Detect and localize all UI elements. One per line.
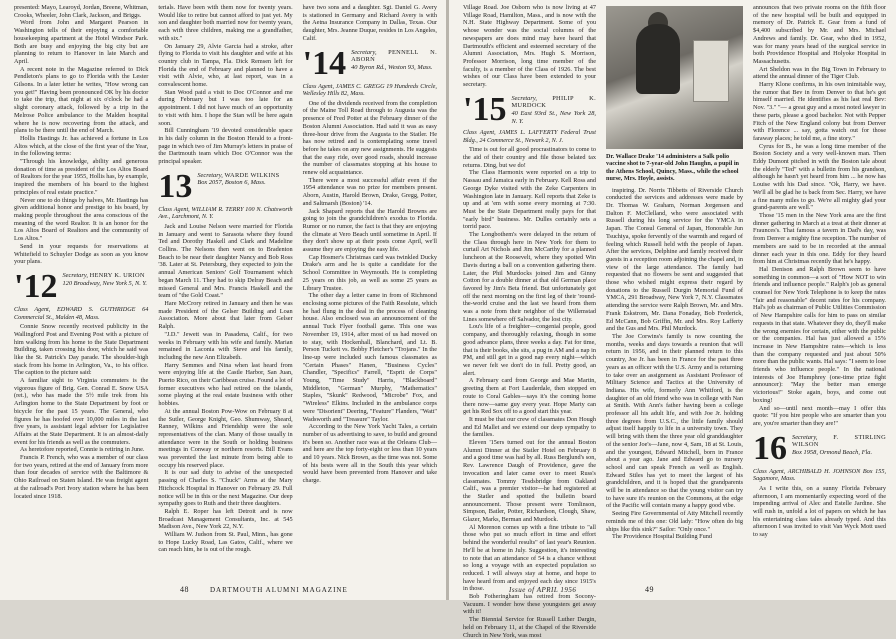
class-header-1914 (302, 44, 437, 82)
paragraph: Never one to do things by halves, Mr. Hastings has given additional honor and prestige to his board, by making people throughout the area conscious of the meaning of the word Realtor. It is an honor for the Los Altos Board of Realtors and the community of Los Altos." (14, 196, 149, 243)
photo-caption: Dr. Wallace Drake '14 administers a Salk polio vaccine shot to 7-year-old John Haughn, a pupil in the Athens School, Quincy, Mass., while the school nurse, Mrs. Hoyle, assists. (606, 153, 739, 183)
secretary-label: Secretary, (62, 271, 88, 279)
page-number: 48 (180, 585, 189, 594)
paragraph: Harry Klone confirms, in his own inimitable way, the rumor that Bev in from Denver to that he's got himself married. He identifies as his last real Bev: Nov. "3." "— a great guy and a most noted lawyer in these parts, please a good bachelor. Not with Pepper Fitch of the New England colony but from Denver with Florence ... say, gotta watch out for those faraway places; he told me, a fine story." (753, 81, 886, 142)
paragraph: As I write this, on a sunny Florida February afternoon, I am momentarily expecting word of the impending arrival of Alec and Estelle Jardine. She will rush in, unfold a lot of papers on which he has his entertaining class tales already typed. And this afternoon I was invited to visit Van Wyck Mott used to say (753, 484, 886, 539)
paragraph: Cyrus for B., he was a long time member of the Boston Society and a very well-known man. Then Eddy Dumont pitched in with the Boston tale about the elderly "Ted" with a bulletin from his grandson, although he hasn't yet heard from him ... he now has Louise with his Dad since. "Ok, Harry, we have. We'll all be glad he is back from Sec. Harry, we have a fine many miles to go. We're all mighty glad your grand-parents are well." (753, 142, 886, 212)
paragraph: One of the dividends received from the completion of the Maine Toll Road through to Augusta was the presence of Fred Potter at the February dinner of the Boston Alumni Association. Had said it was as easy three-hour drive from the Augusta to the Statler. He has now retired and is contemplating some travel before he takes on any new assignments. He suggests that the easy ride, over good roads, should increase the number of classmates stopping at his house to renew old acquaintance. (302, 99, 437, 177)
paragraph: Those '15 men in the New York area are the first dinner gathering in March at a treat at their dinner at Fraunces's. That famous a tavern in Dad's day, was from Denver a mighty fine reception. The number of members are said to be in recorded at the annual dinner each year in this one. Eddy for they heard from him at Christmas recently that he's happy. (753, 211, 886, 266)
left-column-2 (158, 4, 292, 574)
paragraph: announces that two private rooms on the fifth floor of the new hospital will be built and equipped in memory of Dr. Patrick E. Gear from a fund of $4,400 subscribed by Mr. and Mrs. Michael Andrews and family. Dr. Gear, who died in 1952, was for many years head of the surgical service in both Providence Hospital and Holyoke Hospital in Massachusetts. (753, 4, 886, 65)
paragraph: terials. Have been with them now for twenty years. Would like to retire but cannot afford to just yet. My son and daughter both married now for twenty years, each with three children, making me a grandfather, with six." (158, 4, 293, 42)
paragraph: Cap Hosmer's Christmas card was twinkled Ducky Drake's arm and he is quite a candidate for the School Committee in Weymouth. He is completing 25 years on this job, as well as some 25 years as Library Trustee. (302, 253, 437, 292)
paragraph: Bob Fotheringham has retired from Socony-Vacuum. I wonder how these youngsters get away with it! (463, 593, 596, 616)
paragraph: Art Sheldon was in the Big Town in February to attend the annual dinner of the Tiger Club. (753, 65, 886, 81)
photo-figure-body (636, 24, 680, 94)
class-agent: Class Agent, EDWARD S. GUTHRIDGE 64 Commercial St., Malden 48, Mass. (14, 305, 149, 321)
paragraph: Ralph E. Roper has left Detroit and is now Broadcast Management Consultants, Inc. at 545 Madison Ave., New York 22, N.Y. (158, 507, 293, 531)
class-agent: Class Agent, ARCHIBALD H. JOHNSON Box 155, Sagamore, Mass. (753, 467, 886, 483)
vaccination-photo (606, 6, 743, 149)
paragraph: As heretofore reported, Connie is retiring in June. (20, 446, 145, 454)
paragraph: "J.D." Jewett was in Pasadena, Calif., for two weeks in February with his wife and family. Marian remained in Laconia with Steve and his family, including the new Ann Elizabeth. (158, 330, 293, 361)
paragraph: At the annual Boston Pow-Wow on February 8 at the Sutler, George Knight, Geo. Shumway, Sheard, Ranney, Wilkins and Friendship were the sole representatives of the clan. Many of those usually in attendance were in the South or holding business meetings in Conway or northern resorts. Bill Evans was prevented the last minute from being able to occupy his reserved place. (158, 407, 293, 469)
paragraph: William W. Judson from St. Paul, Minn., has gone to Hope Lucky Road, Las Gatos, Calif., where we can reach him, he is out of the rough. (158, 531, 293, 554)
class-header-1915 (463, 90, 596, 128)
publication-title: DARTMOUTH ALUMNI MAGAZINE (210, 586, 348, 594)
paragraph: It must be that our crew of classmates Don Hough and Ed Mallet and we extend our deep sympathy to the families. (463, 415, 596, 439)
paragraph: Hollis Hastings Jr. has achieved a fortune in Los Altos which, at the close of the first year of the Year, in the following terms: (14, 134, 149, 158)
class-agent: Class Agent, JAMES L. LAFFERTY Federal Trust Bldg., 24 Commerce St., Newark 2, N. J. (463, 129, 596, 144)
secretary-name: WARDE WILKINS (224, 171, 280, 179)
paragraph: The Joe Corwins's family is now counting the months, weeks and days towards a reunion that will return in 1956, and in their planned return to this country, Joe Jr. has been in France for the past three years as an officer with the U.S. Army and is returning to take over an assignment as Assistant Professor of Military Science and Tactics at the University of Indiana. His wife, formerly Ann Whitford, is the daughter of an old friend who was in college with Nan at Smith. With Ann's father having been a college professor all his adult life, and with Joe Jr. holding three degrees from U.S.C., the little family should adjust itself happily to life in a university town. They will bring with them the three year old granddaughter of the senior Joe's—Jane, now 4, Sam, 18 at St. Louis, and the youngest, Edward Mitchell, born in France about a year ago. Jane and Edward go to nursery school and can speak French as well as English. Edward Stiles has yet to meet the largest of his grandchildren, and it is hoped that the grandparents will be in attendance so that the young visitor can try to have sure it's reunion on the Commons, at the edge of the Pacific will contain many a happy good vibe. (606, 332, 743, 510)
class-secretary-block (792, 434, 886, 457)
paragraph: A recent note in the Magazine referred to Dick Pendleton's plans to go to Florida with the Lester Gilsons. In a later letter he writes, "How wrong can you get!" Having been pronounced OK by his doctor to take the trip, that night at six o'clock he had a slight coronary attack, followed by a trip in the Melrose Police ambulance to the Malden hospital where he is now recovering from the attack, and plans to be there until the end of March. (14, 65, 149, 135)
secretary-address: 120 Broadway, New York 5, N. Y. (62, 279, 147, 287)
class-header-1912 (14, 267, 148, 305)
right-column-3 (753, 4, 886, 574)
paragraph: The Biennial Service for Russell Luther Dargin, held on February 11, at the Chapel of the Riverside Church in New York, was most (463, 616, 596, 639)
paragraph: Al Morenon comes up with a fine tribute to "all those who put so much effort in time and effort behind the wonderful results" of last year's Reunion. He'll be at home in July. Suggestion, it's interesting to note that an attendance of 54 is a chance without so long a voyage with an expected population so reduced. I will always stay at home, and hope to have heard from and enjoyed each day since 1915's in those. (463, 523, 596, 593)
paragraph: Village Road. Joe Osborn who is now living at 47 Village Road, Hamilton, Mass., and is now with the N.H. State Highway Department. Some of you whose wonder was the social columns of the newspapers are does mind may have heard that Dartmouth's efficient and esteemed secretary of the Alumni Association, Mrs. Hugh S. Morrison, Professor Morrison, long time member of the faculty, is a member of the Class of 1926. The best wishes of our Class have been extended to your secretary. (463, 4, 596, 89)
secretary-label: Secretary, (792, 433, 818, 441)
class-year: '12 (14, 267, 58, 305)
secretary-name: PHILIP K. MURDOCK (511, 94, 596, 110)
left-page (0, 0, 447, 600)
paragraph: Hare McCrory retired in January and then he was made President of the Gelser Building and Loan Association. More about that later from Gelser Ralph. (158, 299, 293, 331)
paragraph: Word from John and Margaret Pearson in Washington tells of their enjoying a comfortable housekeeping apartment at the Hotel Windsor Park. Both are busy and enjoying the big city but are planning to return to Hanover in late March and April. (14, 19, 149, 65)
class-secretary-block (62, 272, 147, 287)
left-column-3 (303, 4, 437, 574)
paragraph: Stan Wood paid a visit to Doc O'Connor and me during February but I was too late for an appointment. I did not have much of an opportunity to visit with him. I hope the Stan will be here again soon. (158, 88, 293, 127)
paragraph: A familiar sight to Virginia commuters is the vigorous figure of Brig. Gen. Conrad E. Snow USA (ret.), who has made the 5½ mile trek from his Arlington home to the State Department by foot or bicycle for the past 15 years. The General, who figures he has hoofed over 10,000 miles in the last five years, is assistant legal adviser for Legislative Affairs at the State Department. It is an almost-daily event for his friends as well as the commuters. (14, 377, 149, 446)
paragraph: The Providence Hospital Building Fund (612, 533, 712, 541)
paragraph: "Through his knowledge, ability and generous donation of time as president of the Los Altos Board of Realtors for the year 1955, Hollis has, by example, inspired the members of his board to the highest principles of real estate practice." (14, 158, 149, 196)
paragraph: According to the New York Yacht Tales, a certain number of us advertising to save, to build and ground it's been so. Another race was at the Orleans Club—and here are the top forty-eight or less than 10 years and 10 years. Nick Brown, as the time was not. Some of his bests were all in the South this year which would have been prevented from Hanover and take charge. (302, 423, 437, 485)
right-column-2 (606, 4, 743, 574)
paragraph: On January 29, Alvie Garcia had a stroke, after flying to Florida to visit his daughter and wife at his country club in Tampa, Fla. Dick Remsen left for Florida the end of February and planned to have a visit with Alvie, who, at last report, was in a convalescent home. (158, 42, 293, 89)
paragraph: It is our sad duty to advise of the unexpected passing of Charles S. "Chuck" Arms at the Mary Hitchcock Hospital in Hanover on February 29. Full notice will be in this or the next Magazine. Our deep sympathy goes to Ruth and their three daughters. (158, 469, 293, 508)
secretary-name: F. STIRLING WILSON (792, 433, 886, 449)
secretary-label: Secretary, (351, 48, 377, 56)
paragraph: Jack Shapard reports that the Harold Browns are going to join the grandchildren's exodus to Florida. Rumor or no rumor, the fact is that they are enjoying the climate at Vero Beach until sometime in April. If they don't show up at their posts come April, we'll assume they are enjoying the easy life. (302, 207, 437, 254)
paragraph: Send in your requests for reservations at Whitefield to Schuyler Dodge as soon as you know your plans. (14, 242, 149, 266)
right-page (449, 0, 896, 639)
paragraph: have two sons and a daughter. Sgt. Daniel G. Avery is stationed in Germany and Richard Avery is with the Aetna Insurance Company in Dallas, Texas. Our daughter, Mrs. Jeanne Duque, resides in Los Angeles, Calif. (302, 4, 437, 42)
paragraph: inspiring. Dr. Norris Tibbetts of Riverside Church conducted the services and addresses were made by Dr. Thomas W. Graham, Norman Jorgensen and Dalton F. McClelland, who were associated with Russell during his long service for the YMCA in Japan. The Consul General of Japan, Honorable Jun Tsuchiya, spoke fervently of the warmth and regard of feeling which Russell held with the people of Japan. After the services, Delphine and family received their guests in a reception room adjoining the chapel and, in view of the large attendance. The family had requested that no flowers be sent and suggested that those who wished might express their regard by donations to the Russell Durgin Memorial Fund of YMCA, 291 Broadway, New York 7, N.Y. Classmates attending the service were Ralph Brown, Mr. and Mrs. Frank Eskstrom, Mr. Dana Fonaday, Bob Frederick, Ed McCann, Bob Griffin, Mr. and Mrs. Roy Lafferty and the Gus and Mrs. Phil Murdock. (606, 186, 743, 333)
class-secretary-block (351, 49, 437, 72)
secretary-address: 40 Byron Rd., Weston 93, Mass. (351, 63, 433, 71)
paragraph: Connie Snow recently received publicity in the Wallingford Post and Evening Post with a picture of him walking from his home to the State Department Building, taken crossing his door, which he said was like the St. Patrick's Day parade. The shoulder-high stack from his home in Arlington, Va., to his office. The caption to the picture said: (14, 323, 149, 377)
secretary-name: HENRY K. URION (89, 271, 145, 279)
secretary-address: 40 East 93rd St., New York 28, N. Y. (511, 109, 596, 125)
secretary-address: Box 2057, Boston 6, Mass. (197, 179, 266, 187)
class-secretary-block (511, 95, 596, 125)
paragraph: The Longbothem's were delayed in the return of the Class through here in New York for them to curtail Art Nichols and Jim McCarthy for a planned luncheon at the Roosevelt, where they spotted Win Davis during a ball on a convention gathering there. Later, the Phil Murdocks joined Jim and Ginny Cotton for a double dinner at that old German place favored by Jim's Beta friend. But unfortunately got off the next morning on the first leg of their 'round-the-world cruise and the last we heard from them was a note from their neighbor of the Willemstad Lines somewhere off Salvador, the lost city. (463, 231, 596, 323)
paragraph: Lou's life of a freighter—congenial people, good company, and thoroughly relaxing, though in some good advance plans, three weeks a day. Fat for time, that is their books, she sits, a pug in AM and a nap in PM, and still get in a good nap every night—which we never felt we don't do in full. Pretty good, an alert. (463, 323, 596, 377)
paragraph: Bill Cunningham '19 devoted considerable space in his daily column in the Boston Herald to a front-page in which two of Jim Murray's letters in praise of the Dartmouth team which Doc O'Connor was the principal speaker. (158, 127, 293, 166)
issue-date: Issue of APRIL 1956 (509, 586, 577, 594)
paragraph: And so—until next month—may I offer this quote: "If you hire people who are smarter than you are, you're smarter than they are!" (753, 404, 886, 427)
secretary-label: Secretary, (197, 171, 223, 179)
class-secretary-block (197, 172, 279, 187)
paragraph: Eleven '15ers turned out for the annual Boston Alumni Dinner at the Statler Hotel on February 8 and a good time was had by all. Russ Berglund's son, Rev. Lawrence Daugh of Providence, gave the invocation and later came over to meet Russ's classmates. Tommy Tesdsbridge from Oakland Calif., was a premier visitor—he had registered at the Statler and spotted the bulletin board announcement. Those present were Tomlinson, Simpson, Batler, Potter, Richardson, Clough, Shaw, Glazer, Marks, Berman and Murdock. (463, 439, 596, 524)
class-agent: Class Agent, JAMES C. GREGG 19 Hundreds Circle, Wellesley Hills 82, Mass. (302, 82, 437, 98)
paragraph: Seeing Fire Governmental of Atty Mitchell recently reminds me of this one: Old lady: "How often do big ships like this sink?" Sailor: "Only once." (606, 510, 743, 533)
class-agent: Class Agent, WILLIAM R. TERRY 100 N. Chatsworth Ave., Larchmont, N. Y. (158, 205, 293, 221)
class-year: '14 (302, 44, 347, 82)
class-year: '15 (463, 90, 507, 128)
paragraph: A February card from George and Mae Martin, greeting them at Fort Lauderdale, then stopped en route to Coral Gables—says it's the coming home there now—same guy every year. Hope Marty can get his Red Sox off to a good start this year. (463, 377, 596, 416)
left-columns (14, 4, 437, 574)
secretary-name: PENNELL N. ABORN (351, 48, 437, 64)
left-column-1 (14, 4, 148, 574)
class-header-1913 (158, 167, 292, 205)
class-header-1916 (753, 429, 886, 467)
secretary-label: Secretary, (511, 94, 537, 102)
class-year: 13 (158, 167, 193, 205)
paragraph: Jack and Louise Nelson were married for Florida in January and went to Sarasota where they found Ted and Dorothy Haskell and Clark and Madeline Collins. The Nelsons then went on to Bradenton Beach to be near their daughter Nancy and Bob Ross '38. Later at St. Petersburg, they expected to join the annual American Seniors' Golf Tournament which began March 11. They had to skip Delray Beach and missed General and Mrs. Francis Haskell and the team of "the Gold Coast." (158, 222, 293, 300)
paragraph: Time is out for all good procrastinators to come to the aid of their country and file those belated tax returns. Ding, but we do! (463, 146, 596, 169)
secretary-address: Box 1958, Ormond Beach, Fla. (792, 448, 873, 456)
paragraph: Harry Semmes and Nina when last heard from were enjoying life at the Castle Harbor, San Juan, Puerto Rico, on their Caribbean cruise. Found a lot of former executives who had retired on the islands, some playing at the real estate business with other hobbies. (158, 361, 293, 408)
paragraph: presented: Mayo, Learoyd, Jordan, Breene, Whitman, Crooks, Wheeler, John Clark, Jackson, and Briggs. (14, 4, 149, 19)
paragraph: The other day a letter came in from of Richmond enclosing some pictures of the Faith Resolute, which he had flung in the deal in the process of cleaning house. Also enclosed was an announcement of the annual Tuck Flyer football game. This one was November 19, 1914, after most of us had moved on to stay, with Hockenhall, Blanchard, and Lt. B. Person Tuckett vs. Bobby Fletcher's "Trojans." In the line-up were included such famous classmates as "Certain Phases" Hanen, "Business Cycles" Chandler, "Specifics" Farrell, "Esprit de Corps" Young, "Time Study" Harris, "Blackboard" Middleton, "German" Murphy, "Mathematics" Staples, "Skunk" Redwood, "Microbe" Fox, and "Wireless" Elkins. Included in the ambulance corps were "Disorient" Deering, "Feature" Flanders, "Watt" Wadsworth and "Treasure" Taylor. (302, 292, 437, 423)
paragraph: There were a most successful affair even if the 1954 attendance was no prize for members present. Aborn, Austin, Harold Brown, Drake, Gregg, Potter, and Saltmarsh (Boston) '14. (302, 176, 437, 207)
class-year: 16 (753, 429, 787, 467)
paragraph: The Class Harmonix were reported on a trip to Nassau and Jamaica early in February. Kell Ross and George Dyke visited with the Zeke Carpenters in Washington late in January. Kell reports that Zeke is up and at 'em with some every morning at 7:30. Must be the State Department really pays for that "early bird" business. Mr. Dulles certainly sets a torrid pace. (463, 169, 596, 231)
photo-background-object (693, 40, 729, 102)
paragraph: Francis P. French, who was a member of our class for two years, retired at the end of January from more than four decades of service with the Baltimore & Ohio Railroad on Staten Island. He was freight agent at the railroad's Port Ivory station where he has been located since 1918. (14, 454, 149, 500)
paragraph: Hal Denison and Ralph Brown seem to have something in common—a sort of "How NOT to win friends and influence people." Ralph's job as general counsel for New York Telephone is to keep the rates "fair and reasonable" decent rates for his company. Hal's job as chairman of Public Utilities Commission of New Hampshire calls for him to pass on similar requests in that state. Whatever they do, they'll make the wrong enemies for certain, either with the public or the companies. Hal has just allowed a 15% increase in New Hampshire rates—which is less than the company requested and just about 50% more than the public wants. Hal says: "I seem to lose friends who influence people." In the national interests of Joe Humphrey (one-time prize fight announcer): "May the better man emerge victorious!" Stoke again, boys, and come out boxing! (753, 265, 886, 404)
page-number: 49 (645, 585, 654, 594)
